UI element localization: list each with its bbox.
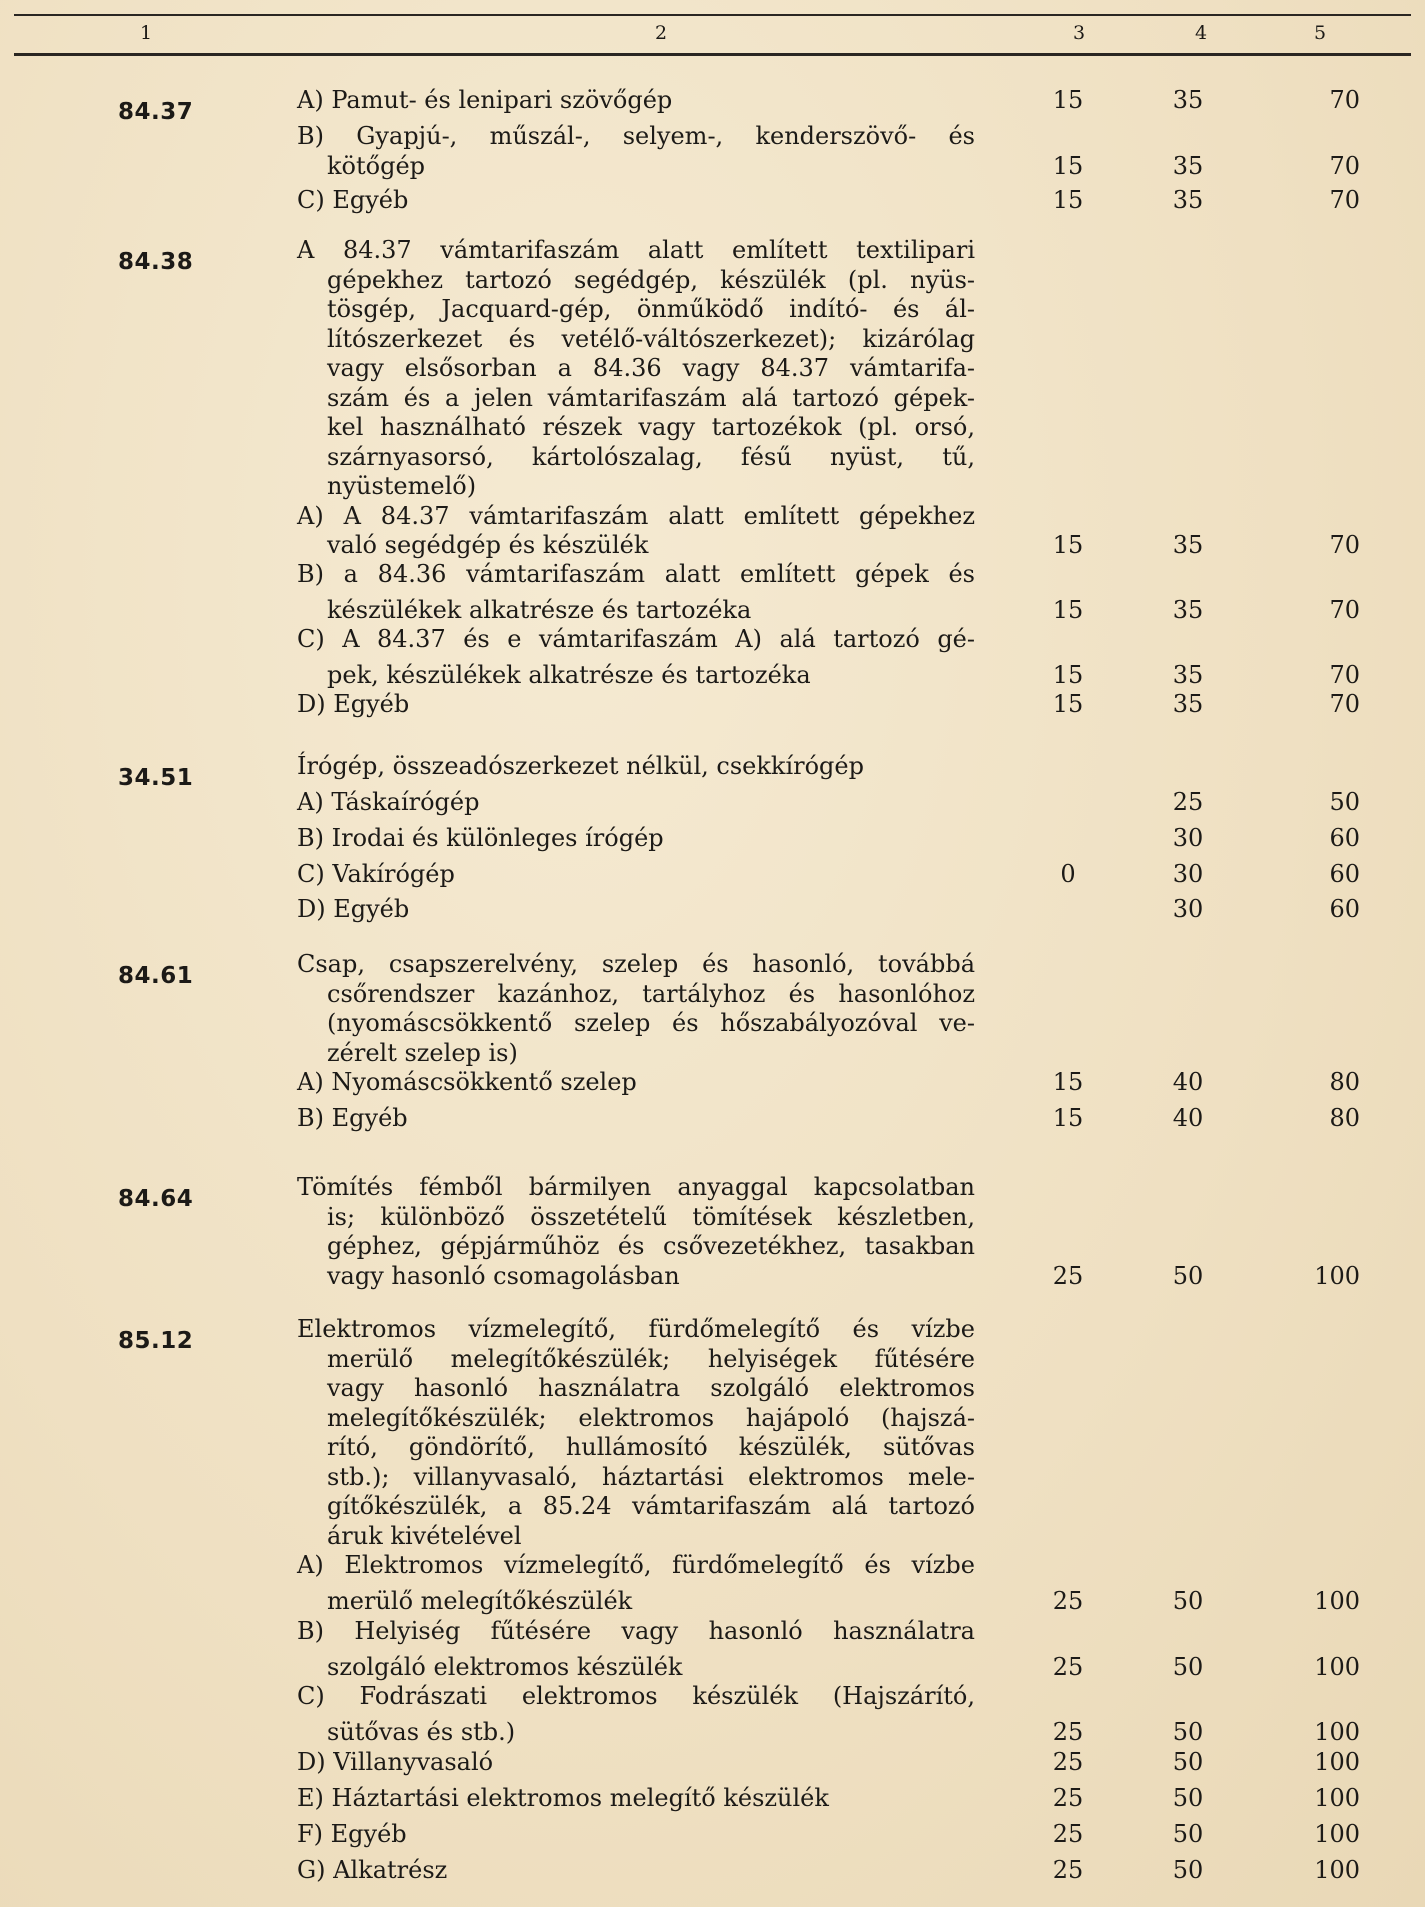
rate-col-5: 70 xyxy=(1329,595,1360,624)
table-row xyxy=(0,412,1425,442)
item-description: merülő melegítőkészülék; helyiségek fűtésére xyxy=(327,1344,975,1373)
rate-col-4: 30 xyxy=(1172,860,1204,888)
tariff-code: 84.37 xyxy=(118,99,194,125)
table-row xyxy=(0,1373,1425,1403)
rate-col-4: 25 xyxy=(1172,788,1204,816)
item-description: A) Pamut- és lenipari szövőgép xyxy=(297,86,673,114)
rate-col-4: 50 xyxy=(1172,1747,1204,1776)
item-description: kel használható részek vagy tartozékok (pl. orsó, xyxy=(327,413,975,441)
rate-col-4: 40 xyxy=(1172,1104,1204,1132)
rate-col-5: 80 xyxy=(1329,1068,1360,1096)
rate-col-3: 15 xyxy=(1052,660,1084,689)
item-description: A 84.37 vámtarifaszám alatt említett textilipari xyxy=(297,236,975,264)
table-row xyxy=(0,859,1425,889)
header-rule-top xyxy=(14,14,1411,16)
item-description: sütővas és stb.) xyxy=(327,1718,516,1746)
tariff-code: 84.61 xyxy=(118,963,194,989)
item-description: B) Helyiség fűtésére vagy hasonló használatra xyxy=(297,1616,975,1645)
rate-col-5: 100 xyxy=(1314,1261,1360,1290)
rate-col-3: 25 xyxy=(1052,1747,1084,1776)
table-row xyxy=(0,1855,1425,1885)
table-row xyxy=(0,1819,1425,1849)
table-row xyxy=(0,979,1425,1009)
item-description: Írógép, összeadószerkezet nélkül, csekkírógép xyxy=(297,752,864,780)
tariff-code: 34.51 xyxy=(118,765,194,791)
table-row xyxy=(0,353,1425,383)
rate-col-3: 25 xyxy=(1052,1261,1084,1290)
rate-col-3: 25 xyxy=(1052,1652,1084,1681)
item-description: A) Táskaírógép xyxy=(297,788,480,816)
rate-col-5: 100 xyxy=(1314,1819,1360,1848)
item-description: vagy hasonló használatra szolgáló elektromos xyxy=(327,1374,975,1402)
table-row xyxy=(0,1586,1425,1616)
rate-col-4: 35 xyxy=(1172,152,1204,180)
item-description: B) Egyéb xyxy=(297,1104,408,1132)
item-description: vagy hasonló csomagolásban xyxy=(327,1261,680,1290)
rate-col-4: 35 xyxy=(1172,86,1204,114)
item-description: C) Egyéb xyxy=(297,186,409,214)
rate-col-5: 100 xyxy=(1314,1652,1360,1681)
rate-col-5: 60 xyxy=(1329,895,1360,923)
rate-col-4: 35 xyxy=(1172,186,1204,214)
item-description: pek, készülékek alkatrésze és tartozéka xyxy=(327,660,811,689)
item-description: C) Fodrászati elektromos készülék (Hajszárító, xyxy=(297,1682,975,1710)
table-row xyxy=(0,185,1425,215)
item-description: szolgáló elektromos készülék xyxy=(327,1652,683,1681)
item-description: tösgép, Jacquard-gép, önműködő indító- és ál- xyxy=(327,295,975,323)
item-description: is; különböző összetételű tömítések készletben, xyxy=(327,1202,975,1231)
item-description: Tömítés fémből bármilyen anyaggal kapcsolatban xyxy=(297,1173,975,1201)
rate-col-4: 30 xyxy=(1172,824,1204,852)
table-row xyxy=(0,85,1425,115)
rate-col-3: 25 xyxy=(1052,1855,1084,1884)
item-description: gépekhez tartozó segédgép, készülék (pl. nyüs- xyxy=(327,265,975,294)
item-description: kötőgép xyxy=(327,152,426,180)
rate-col-4: 50 xyxy=(1172,1819,1204,1848)
rate-col-3: 0 xyxy=(1060,860,1076,888)
rate-col-4: 50 xyxy=(1172,1587,1204,1615)
item-description: A) Nyomáscsökkentő szelep xyxy=(297,1068,637,1096)
table-row xyxy=(0,1008,1425,1038)
rate-col-4: 50 xyxy=(1172,1718,1204,1746)
table-row xyxy=(0,1344,1425,1374)
table-row xyxy=(0,689,1425,719)
table-row xyxy=(0,1521,1425,1551)
table-row xyxy=(0,1314,1425,1344)
item-description: készülékek alkatrésze és tartozéka xyxy=(327,595,752,624)
item-description: G) Alkatrész xyxy=(297,1855,448,1884)
table-row xyxy=(0,1747,1425,1777)
rate-col-5: 80 xyxy=(1329,1104,1360,1132)
rate-col-4: 35 xyxy=(1172,595,1204,624)
item-description: nyüstemelő) xyxy=(327,472,477,500)
rate-col-5: 50 xyxy=(1329,788,1360,816)
item-description: lítószerkezet és vetélő-váltószerkezet); kizárólag xyxy=(327,324,975,353)
header-col-5: 5 xyxy=(1314,22,1327,44)
rate-col-5: 100 xyxy=(1314,1855,1360,1884)
rate-col-3: 15 xyxy=(1052,689,1084,718)
item-description: C) Vakírógép xyxy=(297,860,455,888)
rate-col-3: 25 xyxy=(1052,1587,1084,1615)
rate-col-5: 60 xyxy=(1329,860,1360,888)
item-description: szárnyasorsó, kártolószalag, fésű nyüst, tű, xyxy=(327,442,975,471)
table-row xyxy=(0,1172,1425,1202)
rate-col-4: 50 xyxy=(1172,1652,1204,1681)
table-row xyxy=(0,595,1425,625)
item-description: zérelt szelep is) xyxy=(327,1038,518,1067)
item-description: B) a 84.36 vámtarifaszám alatt említett gépek és xyxy=(297,559,975,588)
rate-col-3: 25 xyxy=(1052,1718,1084,1746)
item-description: B) Irodai és különleges írógép xyxy=(297,824,664,852)
table-row xyxy=(0,1783,1425,1813)
item-description: szám és a jelen vámtarifaszám alá tartozó gépek- xyxy=(327,383,975,412)
rate-col-3: 15 xyxy=(1052,186,1084,214)
rate-col-5: 100 xyxy=(1314,1783,1360,1812)
rate-col-5: 60 xyxy=(1329,824,1360,852)
item-description: rító, göndörítő, hullámosító készülék, sütővas xyxy=(327,1433,975,1461)
rate-col-3: 15 xyxy=(1052,86,1084,114)
rate-col-5: 70 xyxy=(1329,86,1360,114)
rate-col-3: 15 xyxy=(1052,530,1084,559)
table-row xyxy=(0,151,1425,181)
table-row xyxy=(0,1462,1425,1492)
rate-col-3: 15 xyxy=(1052,152,1084,180)
rate-col-4: 50 xyxy=(1172,1783,1204,1812)
table-row xyxy=(0,501,1425,531)
rate-col-5: 100 xyxy=(1314,1747,1360,1776)
rate-col-5: 70 xyxy=(1329,689,1360,718)
item-description: stb.); villanyvasaló, háztartási elektromos mele- xyxy=(327,1462,975,1491)
header-rule-bottom xyxy=(14,53,1411,56)
table-row xyxy=(0,1432,1425,1462)
table-row xyxy=(0,1681,1425,1711)
item-description: D) Villanyvasaló xyxy=(297,1747,494,1776)
item-description: való segédgép és készülék xyxy=(327,530,649,559)
rate-col-4: 50 xyxy=(1172,1261,1204,1290)
table-row xyxy=(0,471,1425,501)
item-description: A) A 84.37 vámtarifaszám alatt említett gépekhez xyxy=(297,501,975,530)
item-description: áruk kivételével xyxy=(327,1521,522,1550)
table-row xyxy=(0,383,1425,413)
rate-col-4: 30 xyxy=(1172,895,1204,923)
rate-col-5: 70 xyxy=(1329,152,1360,180)
table-row xyxy=(0,787,1425,817)
table-row xyxy=(0,624,1425,654)
item-description: géphez, gépjárműhöz és csővezetékhez, tasakban xyxy=(327,1232,975,1260)
table-row xyxy=(0,235,1425,265)
rate-col-4: 35 xyxy=(1172,660,1204,689)
item-description: csőrendszer kazánhoz, tartályhoz és hasonlóhoz xyxy=(327,979,975,1008)
table-row xyxy=(0,1038,1425,1068)
item-description: A) Elektromos vízmelegítő, fürdőmelegítő és vízbe xyxy=(297,1551,975,1579)
header-col-3: 3 xyxy=(1073,22,1086,44)
table-row xyxy=(0,324,1425,354)
table-row xyxy=(0,1261,1425,1291)
table-row xyxy=(0,1616,1425,1646)
table-row xyxy=(0,442,1425,472)
item-description: E) Háztartási elektromos melegítő készülék xyxy=(297,1783,829,1812)
rate-col-5: 100 xyxy=(1314,1718,1360,1746)
header-col-4: 4 xyxy=(1195,22,1208,44)
item-description: D) Egyéb xyxy=(297,689,410,718)
table-row xyxy=(0,949,1425,979)
item-description: gítőkészülék, a 85.24 vámtarifaszám alá tartozó xyxy=(327,1492,975,1520)
item-description: C) A 84.37 és e vámtarifaszám A) alá tartozó gé- xyxy=(297,624,975,653)
rate-col-4: 35 xyxy=(1172,530,1204,559)
table-row xyxy=(0,1550,1425,1580)
item-description: melegítőkészülék; elektromos hajápoló (hajszá- xyxy=(327,1403,975,1432)
rate-col-3: 25 xyxy=(1052,1783,1084,1812)
table-row xyxy=(0,751,1425,781)
item-description: vagy elsősorban a 84.36 vagy 84.37 vámtarifa- xyxy=(327,354,975,382)
item-description: (nyomáscsökkentő szelep és hőszabályozóval ve- xyxy=(327,1009,975,1037)
rate-col-5: 70 xyxy=(1329,186,1360,214)
rate-col-3: 25 xyxy=(1052,1819,1084,1848)
item-description: B) Gyapjú-, műszál-, selyem-, kenderszövő- és xyxy=(297,122,975,150)
table-row xyxy=(0,660,1425,690)
table-row xyxy=(0,894,1425,924)
table-row xyxy=(0,1103,1425,1133)
table-row xyxy=(0,294,1425,324)
table-row xyxy=(0,1717,1425,1747)
table-row xyxy=(0,530,1425,560)
item-description: Csap, csapszerelvény, szelep és hasonló, továbbá xyxy=(297,950,975,978)
table-row xyxy=(0,1202,1425,1232)
rate-col-4: 50 xyxy=(1172,1855,1204,1884)
item-description: merülő melegítőkészülék xyxy=(327,1587,633,1615)
rate-col-4: 40 xyxy=(1172,1068,1204,1096)
tariff-code: 85.12 xyxy=(118,1328,194,1354)
table-row xyxy=(0,1067,1425,1097)
table-row xyxy=(0,265,1425,295)
item-description: F) Egyéb xyxy=(297,1819,407,1848)
tariff-code: 84.38 xyxy=(118,249,194,275)
table-row xyxy=(0,1491,1425,1521)
table-row xyxy=(0,823,1425,853)
table-row xyxy=(0,1231,1425,1261)
table-row xyxy=(0,1403,1425,1433)
header-col-1: 1 xyxy=(140,22,153,44)
rate-col-5: 70 xyxy=(1329,530,1360,559)
table-row xyxy=(0,1652,1425,1682)
item-description: D) Egyéb xyxy=(297,895,410,923)
rate-col-4: 35 xyxy=(1172,689,1204,718)
header-col-2: 2 xyxy=(655,22,668,44)
rate-col-5: 70 xyxy=(1329,660,1360,689)
table-row xyxy=(0,559,1425,589)
rate-col-3: 15 xyxy=(1052,1068,1084,1096)
rate-col-5: 100 xyxy=(1314,1587,1360,1615)
tariff-code: 84.64 xyxy=(118,1186,194,1212)
table-row xyxy=(0,121,1425,151)
rate-col-3: 15 xyxy=(1052,1104,1084,1132)
item-description: Elektromos vízmelegítő, fürdőmelegítő és vízbe xyxy=(297,1315,975,1343)
rate-col-3: 15 xyxy=(1052,595,1084,624)
